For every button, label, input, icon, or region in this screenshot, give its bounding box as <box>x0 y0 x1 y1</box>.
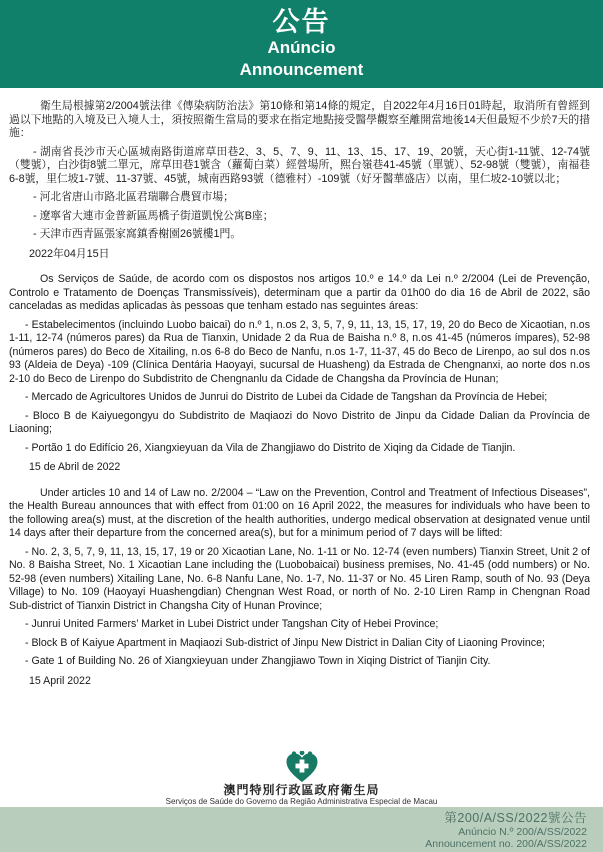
portuguese-intro-paragraph: Os Serviços de Saúde, de acordo com os dispostos nos artigos 10.º e 14.º da Lei n.º 2/2004 (Lei de Prevenção, Controlo e Tratamento de Doenças Transmissíveis), determinam que a partir da 01h00 do dia 16 de Abril de 2022, são canceladas as medidas aplicadas às pessoas que tenham estado nas seguintes áreas: <box>9 273 590 312</box>
english-bullet-tianjin: - Gate 1 of Building No. 26 of Xiangxieyuan under Zhangjiawo Town in Xiqing District of Tianjin City. <box>25 655 491 667</box>
chinese-date: 2022年04月15日 <box>29 247 110 260</box>
page-title-chinese: 公告 <box>272 7 331 37</box>
chinese-bullet-hebei: - 河北省唐山市路北區君瑞聯合農貿市場； <box>33 191 234 203</box>
health-bureau-heart-logo-icon <box>285 751 319 783</box>
english-bullet-hebei: - Junrui United Farmers’ Market in Lubei District under Tangshan City of Hebei Province; <box>25 618 439 630</box>
english-bullet-liaoning: - Block B of Kaiyue Apartment in Maqiaozi Sub-district of Jinpu New District in Dalian City of Liaoning Province; <box>25 636 545 649</box>
chinese-bullet-liaoning: - 遼寧省大連市金普新區馬橋子街道凱悅公寓B座； <box>33 209 274 222</box>
portuguese-bullet-liaoning: - Bloco B de Kaiyuegongyu do Subdistrito de Maqiaozi do Novo Distrito de Jinpu da Cidade Dalian da Província de Liaoning; <box>9 409 590 435</box>
chinese-bullet-hunan: - 湖南省長沙市天心區城南路街道席草田巷2、3、5、7、9、11、13、15、17、19、20號，天心街1-11號、12-74號（雙號），白沙街8號二單元，席草田巷1號含（蘿蔔白菜）經營場所，熙台嶺巷41-45號（單號）、52-98號（雙號），南福巷6-8號，里仁坡1-7號、11-37號、45號，城南西路93號（德雅村）-109號（好牙醫華盛店）以南，里仁坡2-10號以北； <box>9 145 590 185</box>
portuguese-bullet-hunan: - Estabelecimentos (incluindo Luobo baicai) do n.º 1, n.os 2, 3, 5, 7, 9, 11, 13, 15, 17, 19, 20 do Beco de Xicaotian, n.os 1-11, 12-74 (números pares) da Rua de Tianxin, Unidade 2 da Rua de Baisha n.º 8, n.os 41-45 (números ímpares), 52-98 (números pares) do Beco de Xitailing, n.os 6-8 do Beco de Nanfu, n.os 1-7, 11-37, 45 do Beco de Lirenpo, ao sul dos n.os 93 (Aldeia de Deya) -109 (Clínica Dentária Haoyayi, sucursal de Huasheng) da Estrada de Chengnanxi, ao norte dos n.os 2-10 do Beco de Lirenpo do Subdistrito de Chengnanlu da Cidade de Changsha da Província de Hunan; <box>9 318 590 385</box>
portuguese-bullet-hebei: - Mercado de Agricultores Unidos de Junrui do Distrito de Lubei da Cidade de Tangshan da Província de Hebei; <box>25 391 548 403</box>
portuguese-bullet-tianjin: - Portão 1 do Edifício 26, Xiangxieyuan da Vila de Zhangjiawo do Distrito de Xiqing da Cidade de Tianjin. <box>25 441 516 454</box>
reference-number-portuguese: Anúncio N.º 200/A/SS/2022 <box>458 826 587 838</box>
reference-number-english: Announcement no. 200/A/SS/2022 <box>425 838 587 850</box>
portuguese-date: 15 de Abril de 2022 <box>29 461 121 473</box>
issuer-name-chinese: 澳門特別行政區政府衛生局 <box>223 783 380 797</box>
page-title-english: Announcement <box>239 60 364 79</box>
english-bullet-hunan: - No. 2, 3, 5, 7, 9, 11, 13, 15, 17, 19 or 20 Xicaotian Lane, No. 1-11 or No. 12-74 (even numbers) Tianxin Street, Unit 2 of No. 8 Baisha Street, No. 1 Xicaotian Lane including the (Luobobaicai) business premises, No. 41-45 (odd numbers) or No. 52-98 (even numbers) Xitailing Lane, No. 6-8 Nanfu Lane, No. 1-7, No. 11-37 or No. 45 Liren Ramp, south of No. 93 (Deya Village) to No. 109 (Haoyayi Huashengdian) Chengnan West Road, or north of No. 2-10 Liren Ramp in Chengnan Road Sub-district of Tianxin District in Changsha City of Hunan Province; <box>9 545 590 612</box>
chinese-intro-paragraph: 衛生局根據第2/2004號法律《傳染病防治法》第10條和第14條的規定，自2022年4月16日01時起，取消所有曾經到過以下地點的入境及已入境人士，須按照衛生當局的要求在指定地點接受醫學觀察至離開當地後14天但最短不少於7天的措施： <box>9 100 590 139</box>
document-body <box>0 100 603 688</box>
header-banner <box>0 0 603 88</box>
issuer-name-portuguese: Serviços de Saúde do Governo da Região Administrativa Especial de Macau <box>165 797 438 806</box>
reference-number-bar <box>0 807 603 852</box>
page-title-portuguese: Anúncio <box>267 38 336 57</box>
reference-number-chinese: 第200/A/SS/2022號公告 <box>444 811 587 825</box>
chinese-bullet-tianjin: - 天津市西青區張家窩鎮香榭園26號樓1門。 <box>33 228 242 240</box>
english-intro-paragraph: Under articles 10 and 14 of Law no. 2/2004 – “Law on the Prevention, Control and Treatment of Infectious Diseases”, the Health Bureau announces that with effect from 01:00 on 16 April 2022, the measures for individuals who have been to the following area(s) must, at the discretion of the health authorities, undergo medical observation at designated venue until 14 days after their departure from the concerned area(s), but for a minimum period of 7 days will be lifted: <box>9 486 590 539</box>
issuer-block <box>0 751 603 807</box>
english-date: 15 April 2022 <box>29 674 91 687</box>
